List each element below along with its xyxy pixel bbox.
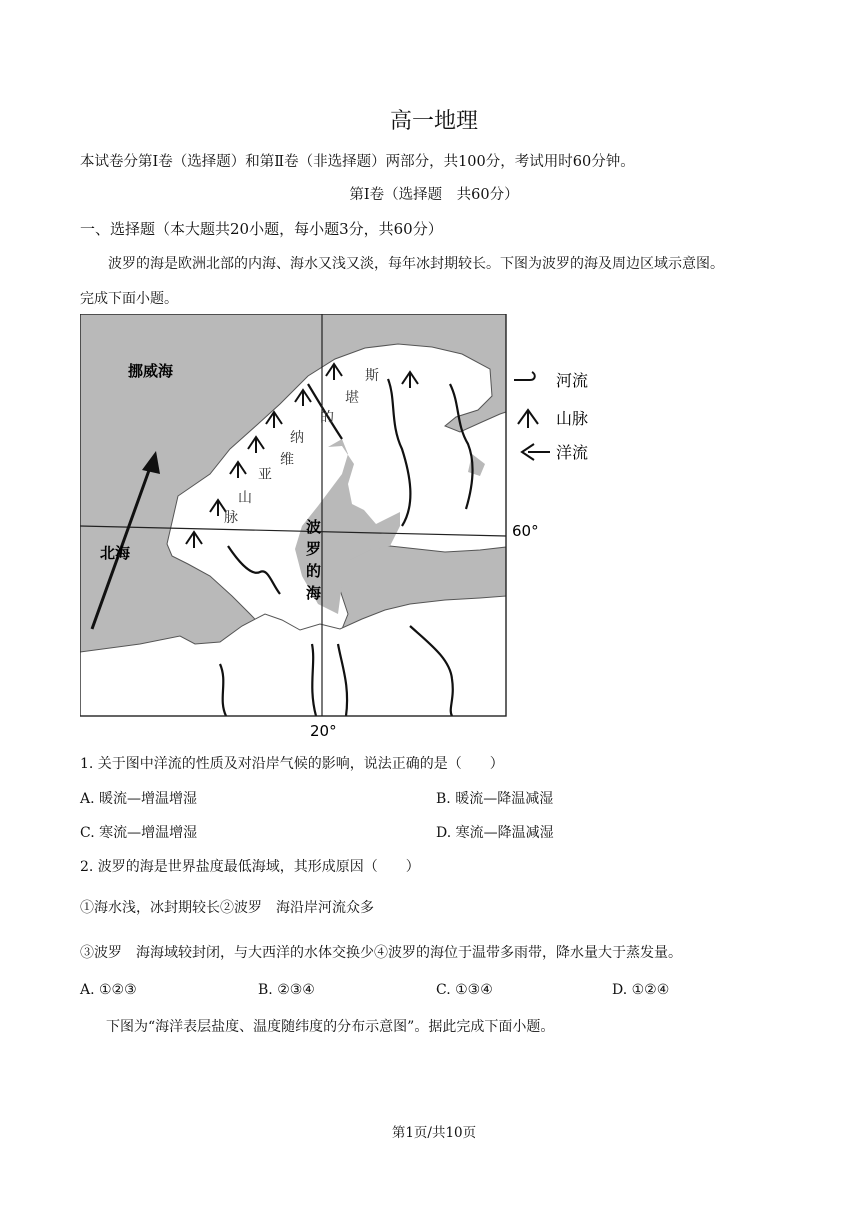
range-label-char: 斯	[365, 368, 379, 384]
range-label-char: 堪	[345, 390, 359, 406]
mountain-icon	[518, 410, 538, 428]
q1-option-b: B. 暖流—降温减湿	[436, 791, 554, 807]
range-label-char: 脉	[224, 510, 238, 526]
baltic-label-char: 的	[306, 562, 322, 580]
q2-option-c: C. ①③④	[436, 982, 493, 998]
north-sea-label: 北海	[100, 544, 131, 562]
longitude-label: 20°	[310, 722, 337, 740]
range-label-char: 的	[320, 410, 334, 426]
range-label-char: 山	[238, 490, 252, 506]
legend-river-label: 河流	[556, 371, 589, 390]
q2-option-b: B. ②③④	[258, 982, 315, 998]
latitude-label: 60°	[512, 522, 539, 540]
page-footer: 第1页/共10页	[391, 1125, 477, 1141]
range-label-char: 亚	[258, 467, 272, 483]
current-arrow-icon	[522, 444, 550, 460]
range-label-char: 维	[280, 452, 294, 468]
part-title: 第Ⅰ卷（选择题 共60分）	[349, 187, 519, 203]
q1-option-d: D. 寒流—降温减湿	[436, 825, 554, 841]
question-1-stem: 1. 关于图中洋流的性质及对沿岸气候的影响，说法正确的是（ ）	[80, 756, 504, 772]
question-stem-1-line1: 波罗的海是欧洲北部的内海、海水又浅又淡，每年冰封期较长。下图为波罗的海及周边区域示意图。	[108, 256, 724, 272]
map-legend	[514, 371, 588, 462]
norwegian-sea-label: 挪威海	[128, 362, 174, 380]
river-icon	[514, 372, 535, 380]
baltic-map	[80, 314, 600, 742]
page-title: 高一地理	[389, 109, 478, 134]
baltic-map-svg	[80, 314, 600, 742]
legend-mountain-label: 山脉	[556, 409, 589, 428]
range-label-char: 纳	[290, 430, 304, 446]
baltic-label-char: 罗	[306, 540, 322, 558]
question-2-stem: 2. 波罗的海是世界盐度最低海域，其形成原因（ ）	[80, 859, 420, 875]
section-heading: 一、选择题（本大题共20小题，每小题3分，共60分）	[80, 220, 443, 238]
q2-statements-2: ③波罗 海海域较封闭，与大西洋的水体交换少④波罗的海位于温带多雨带，降水量大于蒸发量。	[80, 945, 682, 961]
q1-option-c: C. 寒流—增温增湿	[80, 825, 198, 841]
question-stem-2: 下图为“海洋表层盐度、温度随纬度的分布示意图”。据此完成下面小题。	[106, 1019, 555, 1035]
baltic-label-char: 波	[306, 518, 322, 536]
q2-option-a: A. ①②③	[80, 982, 137, 998]
q1-option-a: A. 暖流—增温增湿	[80, 791, 198, 807]
question-stem-1-line2: 完成下面小题。	[80, 291, 178, 307]
q2-statements-1: ①海水浅，冰封期较长②波罗 海沿岸河流众多	[80, 900, 374, 916]
q2-option-d: D. ①②④	[612, 982, 670, 998]
exam-intro: 本试卷分第Ⅰ卷（选择题）和第Ⅱ卷（非选择题）两部分，共100分，考试用时60分钟。	[80, 154, 635, 170]
baltic-label-char: 海	[306, 584, 322, 602]
legend-current-label: 洋流	[556, 443, 589, 462]
